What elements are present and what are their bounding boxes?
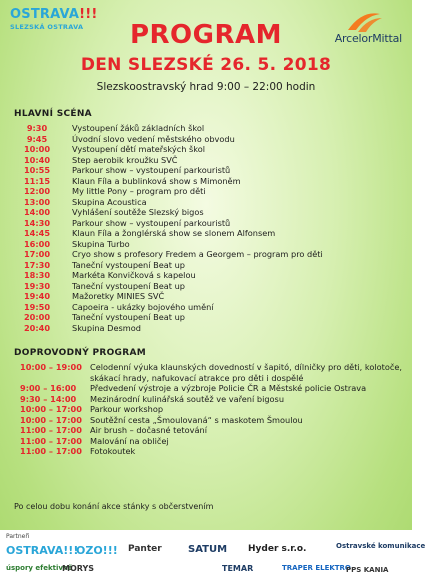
schedule-time: 14:45	[23, 228, 51, 238]
schedule-event: Mezinárodní kulinářská soutěž ve vaření bigosu	[90, 393, 285, 404]
schedule-event: Parkour show – vystoupení parkouristů	[72, 217, 231, 228]
venue-line: Slezskoostravský hrad 9:00 – 22:00 hodin	[96, 81, 316, 93]
schedule-row	[14, 123, 404, 134]
schedule-row	[14, 165, 404, 176]
schedule-time: 11:15	[23, 175, 51, 186]
schedule-event: Skupina Desmod	[72, 322, 141, 333]
schedule-time: 19:40	[23, 291, 51, 301]
partner-logo: OSTRAVA!!!	[6, 544, 79, 557]
schedule-row	[14, 383, 404, 394]
schedule-time: 9:00 – 16:00	[20, 383, 77, 393]
partners-bar	[0, 530, 425, 583]
side-program-title: DOPROVODNÝ PROGRAM	[14, 348, 146, 358]
schedule-row	[14, 218, 404, 229]
schedule-time: 10:00 – 17:00	[20, 414, 82, 425]
schedule-event: Klaun Fíla a žonglérská show se slonem Alfonsem	[72, 228, 276, 238]
refreshment-note: Po celou dobu konání akce stánky s občerstvením	[14, 502, 214, 511]
schedule-event: Mažoretky MINIES SVČ	[72, 291, 165, 301]
partner-logo: PPS KANIA	[346, 566, 389, 574]
partner-logo: Panter	[128, 544, 162, 554]
schedule-event: Parkour workshop	[90, 404, 164, 414]
schedule-row	[14, 207, 404, 218]
schedule-row	[14, 249, 404, 260]
schedule-time: 10:40	[23, 154, 51, 165]
schedule-row	[14, 436, 404, 447]
schedule-row	[14, 291, 404, 302]
schedule-time: 10:00	[23, 144, 51, 154]
schedule-row	[14, 323, 404, 334]
schedule-row	[14, 260, 404, 271]
schedule-event: Markéta Konvičková s kapelou	[72, 270, 196, 280]
schedule-event: Skupina Acoustica	[72, 196, 147, 207]
ostrava-logo: OSTRAVA!!! SLEZSKÁ OSTRAVA	[10, 7, 98, 31]
schedule-event: My little Pony – program pro děti	[72, 186, 206, 196]
schedule-event: Step aerobik kroužku SVČ	[72, 154, 178, 165]
arcelormittal-logo: ArcelorMittal	[306, 8, 402, 48]
schedule-time: 17:00	[23, 249, 51, 259]
schedule-event: Soutěžní cesta „Šmoulovaná“ s maskotem Šmoulou	[90, 414, 303, 425]
schedule-event: Klaun Fíla a bublinková show s Mimoněm	[72, 175, 241, 186]
schedule-time: 18:30	[23, 270, 51, 280]
schedule-time: 11:00 – 17:00	[20, 425, 82, 435]
event-date: DEN SLEZSKÉ 26. 5. 2018	[80, 55, 332, 75]
schedule-row	[14, 228, 404, 239]
partners-label: Partneři	[6, 533, 30, 540]
partner-logo: OZO!!!	[76, 544, 118, 557]
schedule-row	[14, 425, 404, 436]
schedule-time: 14:30	[23, 217, 51, 228]
schedule-event: Skupina Turbo	[72, 238, 130, 249]
schedule-row	[14, 155, 404, 166]
schedule-row	[14, 281, 404, 292]
schedule-event: Air brush – dočasné tetování	[90, 425, 207, 435]
partner-logo: SATUM	[188, 544, 228, 555]
schedule-time: 11:00 – 17:00	[20, 435, 82, 446]
schedule-event: Celodenní výuka klaunských dovedností v šapitó, dílničky pro děti, kolotoče, skákací hrady, nafukovací atrakce pro děti i dospělé	[90, 362, 402, 383]
schedule-event: Malování na obličej	[90, 435, 169, 446]
schedule-event: Taneční vystoupení Beat up	[72, 312, 185, 322]
partner-logo: Ostravské komunikace	[336, 542, 425, 550]
schedule-event: Úvodní slovo vedení městského obvodu	[72, 133, 235, 144]
schedule-row	[14, 197, 404, 208]
schedule-event: Taneční vystoupení Beat up	[72, 259, 185, 270]
schedule-row	[14, 394, 404, 405]
schedule-event: Vyhlášení soutěže Slezský bigos	[72, 207, 204, 217]
partner-logo: Hyder s.r.o.	[248, 544, 307, 554]
page-title: PROGRAM	[129, 20, 283, 50]
schedule-event: Předvedení výstroje a výzbroje Policie ČR a Městské policie Ostrava	[90, 383, 367, 393]
schedule-event: Vystoupení žáků základních škol	[72, 123, 205, 133]
schedule-time: 20:40	[23, 322, 51, 333]
schedule-time: 16:00	[23, 238, 51, 249]
schedule-row	[14, 362, 404, 383]
schedule-time: 13:00	[23, 196, 51, 207]
schedule-time: 10:00 – 17:00	[20, 404, 82, 414]
schedule-event: Capoeira - ukázky bojového umění	[72, 301, 214, 312]
schedule-time: 10:00 – 19:00	[20, 362, 82, 372]
schedule-time: 20:00	[23, 312, 51, 322]
schedule-event: Fotokoutek	[90, 446, 136, 456]
schedule-event: Vystoupení dětí mateřských škol	[72, 144, 205, 154]
schedule-time: 17:30	[23, 259, 51, 270]
schedule-time: 9:30 – 14:00	[20, 393, 77, 404]
partner-logo: TRAPER ELEKTRO	[282, 564, 351, 572]
schedule-time: 10:55	[23, 165, 51, 175]
schedule-event: Taneční vystoupení Beat up	[72, 280, 185, 291]
schedule-time: 12:00	[23, 186, 51, 196]
schedule-row	[14, 186, 404, 197]
partner-logo: TEMAR	[222, 564, 254, 573]
schedule-row	[14, 134, 404, 145]
schedule-time: 9:30	[26, 123, 48, 133]
schedule-event: Parkour show – vystoupení parkouristů	[72, 165, 231, 175]
schedule-time: 19:30	[23, 280, 51, 291]
schedule-row	[14, 239, 404, 250]
schedule-row	[14, 415, 404, 426]
schedule-row	[14, 446, 404, 457]
schedule-row	[14, 176, 404, 187]
schedule-time: 14:00	[23, 207, 51, 217]
schedule-row	[14, 270, 404, 281]
partner-logo: MORYS	[62, 564, 95, 573]
schedule-row	[14, 404, 404, 415]
schedule-row	[14, 312, 404, 323]
side-program-section	[14, 347, 404, 457]
schedule-row	[14, 302, 404, 313]
partner-logo: úspory efektivně	[6, 564, 73, 572]
schedule-row	[14, 144, 404, 155]
main-stage-section	[14, 108, 404, 333]
main-stage-title: HLAVNÍ SCÉNA	[14, 109, 92, 119]
schedule-time: 9:45	[26, 133, 48, 144]
schedule-time: 11:00 – 17:00	[20, 446, 82, 456]
schedule-event: Cryo show s profesory Fredem a Georgem – program pro děti	[72, 249, 323, 259]
schedule-time: 19:50	[23, 301, 51, 312]
